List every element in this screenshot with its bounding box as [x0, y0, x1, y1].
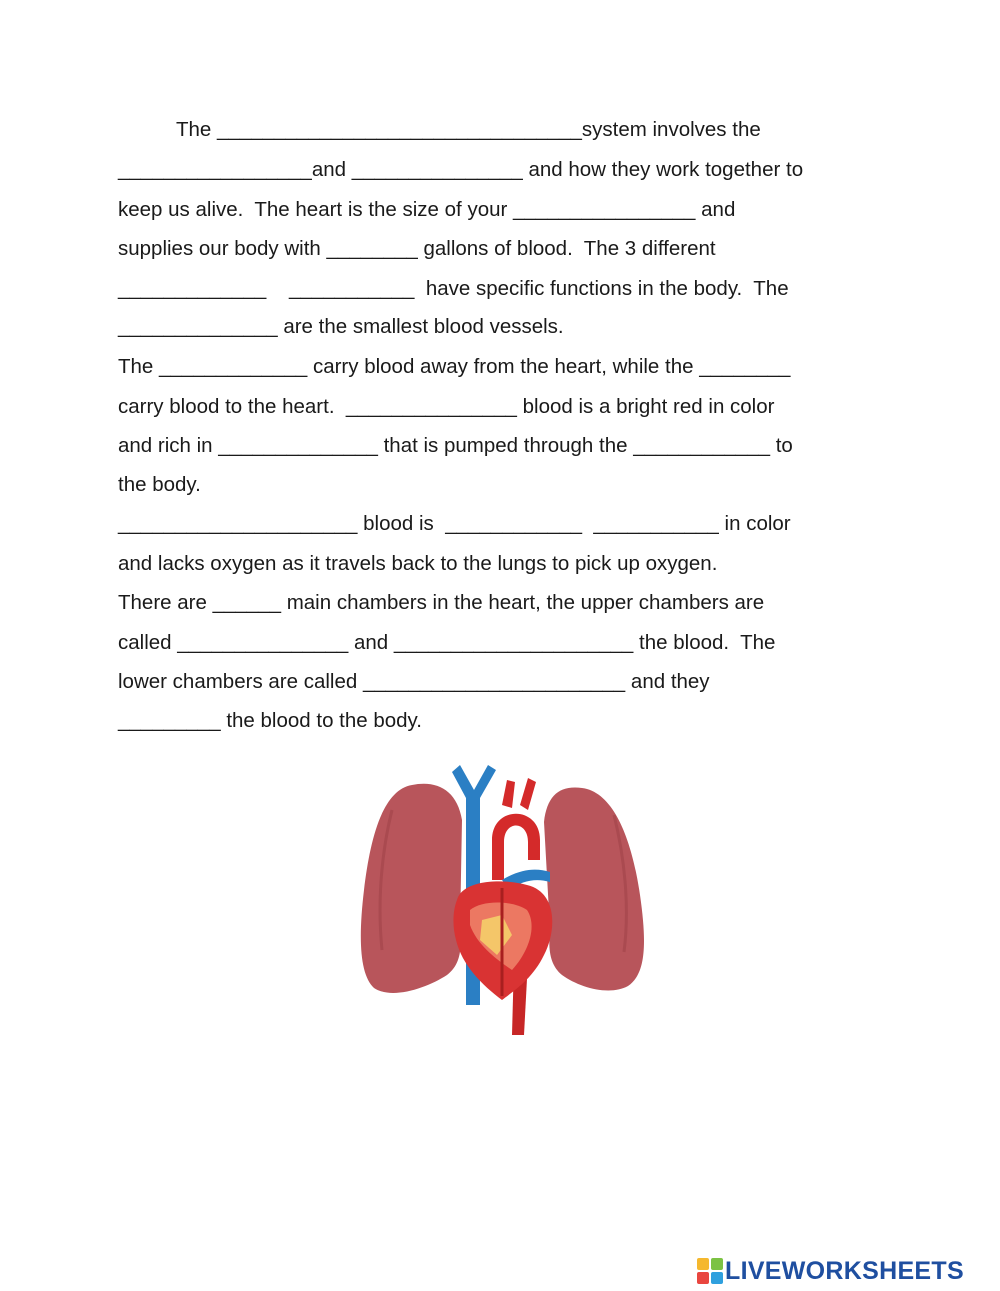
sentence-text: carry blood to the heart. — [118, 395, 346, 418]
sentence-text: and rich in — [118, 434, 219, 457]
blank-field[interactable]: ______________ — [118, 315, 278, 338]
sentence-text: lower chambers are called — [118, 670, 363, 693]
sentence-text: that is pumped through the — [377, 434, 634, 457]
blank-field[interactable]: ____________ — [445, 512, 583, 535]
text-line — [118, 670, 710, 694]
blank-field[interactable]: _____________ — [159, 355, 308, 378]
text-line — [118, 395, 774, 419]
blank-field[interactable]: ____________ — [633, 434, 771, 457]
sentence-text: blood is — [357, 512, 446, 535]
text-line — [118, 355, 790, 379]
blank-field[interactable]: _______________________ — [362, 670, 626, 693]
sentence-text — [582, 512, 593, 535]
sentence-text: in color — [718, 512, 791, 535]
sentence-text: gallons of blood. The 3 different — [417, 237, 716, 260]
text-line — [118, 315, 564, 339]
brand-name: LIVEWORKSHEETS — [725, 1256, 964, 1285]
text-line — [118, 198, 735, 222]
left-lung — [361, 784, 462, 993]
text-line — [118, 434, 793, 458]
sentence-text: the body. — [118, 473, 201, 496]
blank-field[interactable]: ________ — [326, 237, 418, 260]
text-line — [118, 552, 717, 576]
brand-logo[interactable] — [697, 1255, 964, 1287]
sentence-text: The — [176, 118, 218, 141]
blank-field[interactable]: ________________________________ — [217, 118, 582, 141]
text-line — [118, 473, 201, 497]
sentence-text: The — [118, 355, 160, 378]
blank-field[interactable]: ________________ — [513, 198, 696, 221]
blank-field[interactable]: ___________ — [593, 512, 719, 535]
text-line — [118, 158, 803, 182]
sentence-text: called — [118, 631, 178, 654]
blank-field[interactable]: _____________________ — [118, 512, 358, 535]
sentence-text: have specific functions in the body. The — [414, 277, 789, 300]
right-lung — [544, 787, 644, 990]
sentence-text — [266, 277, 289, 300]
blank-field[interactable]: _________ — [118, 709, 221, 732]
text-line — [176, 118, 761, 142]
text-line — [118, 709, 422, 733]
blank-field[interactable]: ______________ — [218, 434, 378, 457]
sentence-text: system involves the — [581, 118, 761, 141]
sentence-text: and lacks oxygen as it travels back to the lungs to pick up oxygen. — [118, 552, 718, 575]
blank-field[interactable]: _______________ — [177, 631, 349, 654]
sentence-text: and how they work together to — [522, 158, 804, 181]
sentence-text: the blood. The — [633, 631, 776, 654]
text-line — [118, 512, 791, 536]
blank-field[interactable]: _______________ — [351, 158, 523, 181]
sentence-text: main chambers in the heart, the upper chambers are — [281, 591, 765, 614]
blank-field[interactable]: ________ — [699, 355, 791, 378]
sentence-text: are the smallest blood vessels. — [277, 315, 564, 338]
blank-field[interactable]: _____________________ — [393, 631, 634, 654]
sentence-text: and — [348, 631, 394, 654]
text-line — [118, 277, 789, 301]
sentence-text: the blood to the body. — [220, 709, 422, 732]
blank-field[interactable]: ______ — [212, 591, 281, 614]
sentence-text: keep us alive. The heart is the size of your — [118, 198, 514, 221]
blank-field[interactable]: _____________ — [118, 277, 267, 300]
sentence-text: blood is a bright red in color — [516, 395, 775, 418]
sentence-text: to — [770, 434, 793, 457]
sentence-text: and — [695, 198, 736, 221]
blank-field[interactable]: _______________ — [345, 395, 517, 418]
blank-field[interactable]: _________________ — [118, 158, 312, 181]
sentence-text: There are — [118, 591, 213, 614]
heart-lungs-illustration — [352, 760, 652, 1040]
text-line — [118, 237, 716, 261]
sentence-text: and — [311, 158, 352, 181]
sentence-text: supplies our body with — [118, 237, 327, 260]
text-line — [118, 631, 775, 655]
liveworksheets-logo-icon — [697, 1258, 723, 1284]
text-line — [118, 591, 764, 615]
sentence-text: carry blood away from the heart, while the — [307, 355, 700, 378]
sentence-text: and they — [625, 670, 710, 693]
blank-field[interactable]: ___________ — [289, 277, 415, 300]
